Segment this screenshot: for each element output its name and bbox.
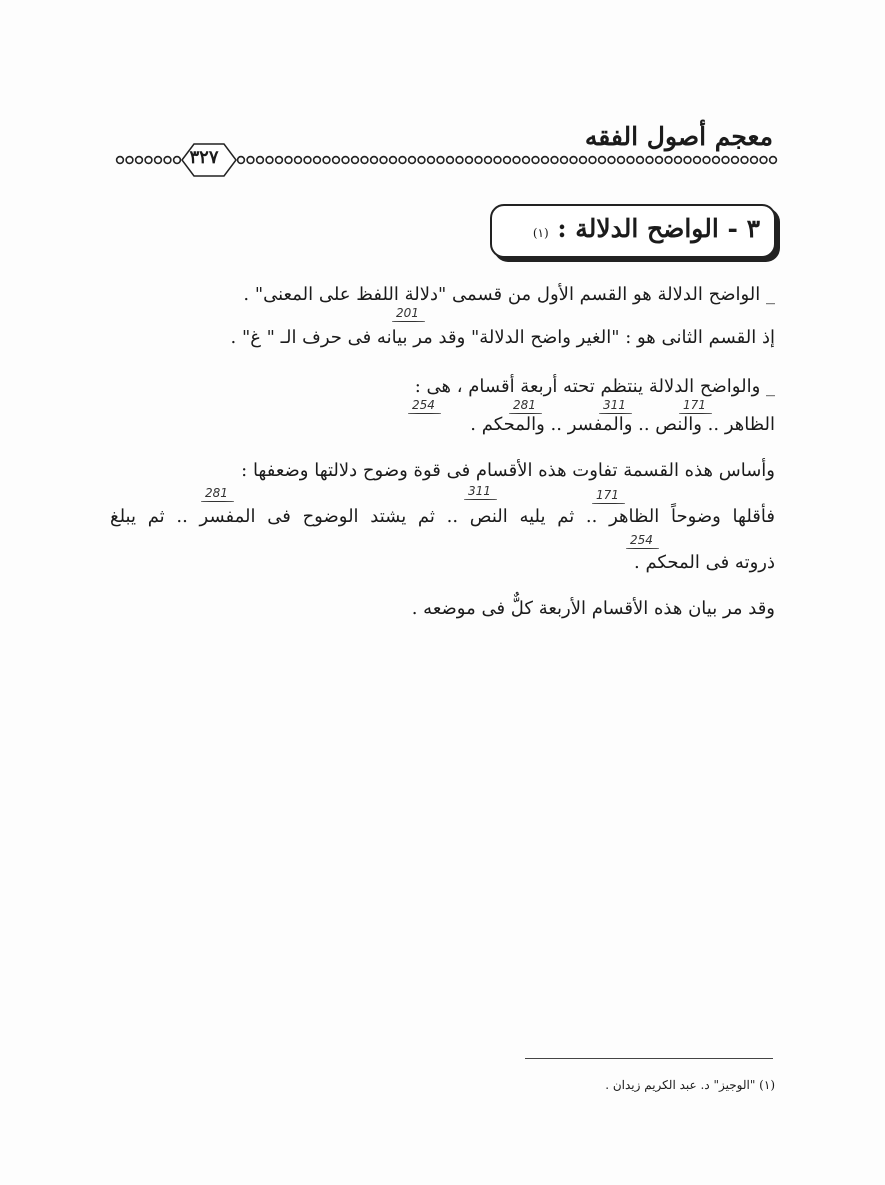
footnote-text: (١) "الوجيز" د. عبد الكريم زيدان . — [605, 1078, 775, 1092]
section-heading-box — [490, 204, 776, 258]
footnote-rule — [525, 1058, 773, 1059]
handwritten-ref: 281 — [513, 398, 536, 412]
handwritten-ref: 201 — [396, 306, 419, 320]
paragraph-3: _ والواضح الدلالة ينتظم تحته أربعة أقسام ، هى : — [414, 376, 775, 397]
paragraph-7: ذروته فى المحكم . — [634, 552, 775, 573]
handwritten-ref: 311 — [603, 398, 626, 412]
footnote-reference: (١) — [532, 226, 549, 240]
handwritten-ref: 254 — [630, 533, 653, 547]
handwritten-ref: 171 — [683, 398, 706, 412]
paragraph-5: وأساس هذه القسمة تفاوت هذه الأقسام فى قوة وضوح دلالتها وضعفها : — [241, 460, 775, 481]
paragraph-1: _ الواضح الدلالة هو القسم الأول من قسمى "دلالة اللفظ على المعنى" . — [243, 284, 775, 305]
paragraph-6: فأقلها وضوحاً الظاهر .. ثم يليه النص .. ثم يشتد الوضوح فى المفسر .. ثم يبلغ — [110, 506, 775, 527]
paragraph-2: إذ القسم الثانى هو : "الغير واضح الدلالة" وقد مر بيانه فى حرف الـ " غ" . — [230, 327, 775, 348]
handwritten-ref: 254 — [412, 398, 435, 412]
paragraph-4: الظاهر .. والنص .. والمفسر .. والمحكم . — [470, 414, 775, 435]
page-number: ٣٢٧ — [189, 147, 219, 168]
handwritten-ref: 281 — [205, 486, 228, 500]
section-title-text: ٣ - الواضح الدلالة : — [557, 214, 760, 243]
handwritten-ref: 311 — [468, 484, 491, 498]
handwritten-ref: 171 — [596, 488, 619, 502]
section-title — [533, 214, 760, 243]
paragraph-8: وقد مر بيان هذه الأقسام الأربعة كلٌّ فى موضعه . — [411, 598, 775, 619]
book-title: معجم أصول الفقه — [584, 122, 773, 151]
header-ornament-border — [0, 130, 885, 190]
